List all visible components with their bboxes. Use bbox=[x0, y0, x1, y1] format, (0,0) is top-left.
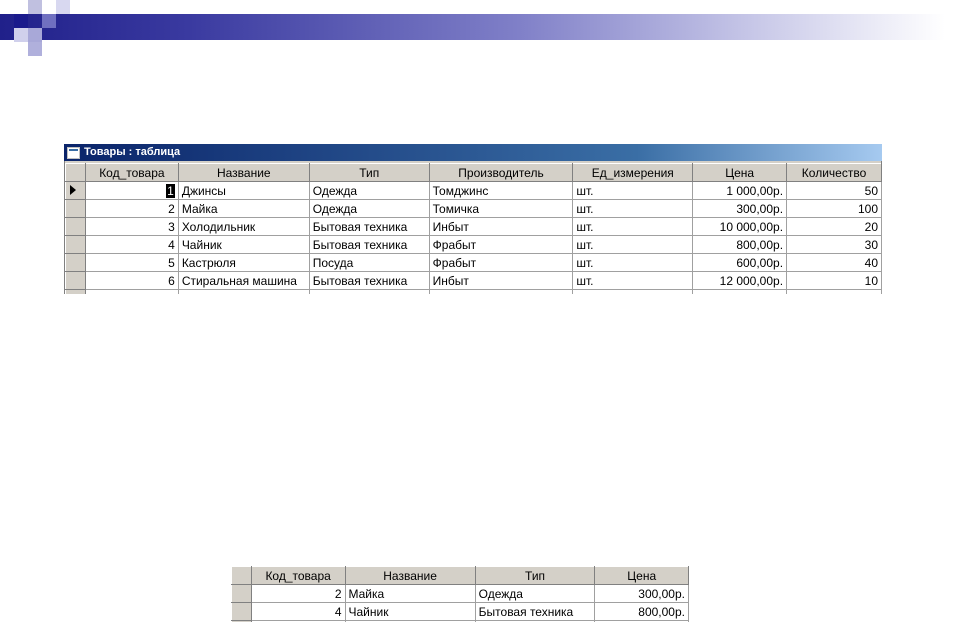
decor-square bbox=[28, 42, 42, 56]
column-header[interactable]: Название bbox=[178, 164, 309, 182]
cell[interactable]: Томджинс bbox=[429, 182, 573, 200]
cell[interactable] bbox=[85, 182, 178, 200]
column-header[interactable]: Название bbox=[345, 567, 475, 585]
query-result-grid bbox=[231, 566, 689, 622]
column-header[interactable]: Цена bbox=[693, 164, 787, 182]
cell[interactable]: 4 bbox=[85, 236, 178, 254]
table-window bbox=[64, 144, 882, 294]
cell[interactable]: 800,00р. bbox=[693, 236, 787, 254]
decor-square bbox=[42, 14, 56, 28]
row-selector[interactable] bbox=[66, 200, 86, 218]
column-header[interactable]: Цена bbox=[595, 567, 689, 585]
row-selector[interactable] bbox=[66, 290, 86, 295]
current-record-icon bbox=[70, 185, 76, 195]
cell[interactable]: шт. bbox=[573, 272, 693, 290]
window-title: Товары : таблица bbox=[84, 146, 181, 158]
cell[interactable] bbox=[573, 290, 693, 295]
cell[interactable]: 600,00р. bbox=[693, 254, 787, 272]
decor-square bbox=[14, 28, 28, 42]
table-row[interactable] bbox=[232, 603, 689, 621]
cell[interactable]: шт. bbox=[573, 218, 693, 236]
cell[interactable]: шт. bbox=[573, 200, 693, 218]
header-row bbox=[232, 567, 689, 585]
window-titlebar[interactable] bbox=[64, 144, 882, 161]
table-row[interactable] bbox=[66, 272, 882, 290]
cell[interactable]: Бытовая техника bbox=[309, 218, 429, 236]
cell[interactable]: Фрабыт bbox=[429, 236, 573, 254]
row-selector[interactable] bbox=[66, 254, 86, 272]
cell[interactable]: шт. bbox=[573, 254, 693, 272]
table-row[interactable] bbox=[232, 585, 689, 603]
table-row[interactable] bbox=[66, 218, 882, 236]
cell[interactable]: 300,00р. bbox=[693, 200, 787, 218]
cell[interactable]: Кастрюля bbox=[178, 254, 309, 272]
cell[interactable]: Фрабыт bbox=[429, 254, 573, 272]
cell[interactable] bbox=[693, 290, 787, 295]
cell-cursor: 1 bbox=[167, 183, 174, 198]
cell[interactable]: 6 bbox=[85, 272, 178, 290]
cell[interactable]: Посуда bbox=[309, 254, 429, 272]
cell[interactable]: Стиральная машина bbox=[178, 272, 309, 290]
row-selector[interactable] bbox=[66, 218, 86, 236]
cell[interactable]: Майка bbox=[345, 585, 475, 603]
column-header[interactable]: Тип bbox=[475, 567, 595, 585]
cell[interactable]: 40 bbox=[787, 254, 882, 272]
column-header[interactable]: Производитель bbox=[429, 164, 573, 182]
cell[interactable]: Инбыт bbox=[429, 218, 573, 236]
select-all-corner[interactable] bbox=[66, 164, 86, 182]
new-record-row[interactable] bbox=[66, 290, 882, 295]
cell[interactable]: 1 000,00р. bbox=[693, 182, 787, 200]
decor-square bbox=[28, 0, 42, 14]
query-result-table bbox=[231, 566, 689, 622]
cell[interactable] bbox=[178, 290, 309, 295]
cell[interactable] bbox=[85, 290, 178, 295]
column-header[interactable]: Ед_измерения bbox=[573, 164, 693, 182]
row-selector[interactable] bbox=[66, 182, 86, 200]
cell[interactable]: 300,00р. bbox=[595, 585, 689, 603]
cell[interactable]: Бытовая техника bbox=[309, 272, 429, 290]
cell[interactable]: Одежда bbox=[309, 182, 429, 200]
row-selector[interactable] bbox=[66, 236, 86, 254]
column-header[interactable]: Код_товара bbox=[251, 567, 345, 585]
cell[interactable] bbox=[787, 290, 882, 295]
table-row[interactable] bbox=[66, 182, 882, 200]
column-header[interactable]: Код_товара bbox=[85, 164, 178, 182]
cell[interactable]: Бытовая техника bbox=[309, 236, 429, 254]
cell[interactable]: Бытовая техника bbox=[475, 603, 595, 621]
cell[interactable]: Майка bbox=[178, 200, 309, 218]
cell[interactable]: Холодильник bbox=[178, 218, 309, 236]
cell[interactable]: шт. bbox=[573, 182, 693, 200]
row-selector[interactable] bbox=[66, 272, 86, 290]
cell[interactable]: 30 bbox=[787, 236, 882, 254]
table-icon bbox=[67, 147, 80, 159]
cell[interactable]: 100 bbox=[787, 200, 882, 218]
row-selector[interactable] bbox=[232, 603, 252, 621]
cell[interactable]: 5 bbox=[85, 254, 178, 272]
table-row[interactable] bbox=[66, 254, 882, 272]
cell[interactable] bbox=[429, 290, 573, 295]
cell[interactable]: 12 000,00р. bbox=[693, 272, 787, 290]
cell[interactable]: Инбыт bbox=[429, 272, 573, 290]
table-row[interactable] bbox=[66, 236, 882, 254]
cell[interactable]: 10 bbox=[787, 272, 882, 290]
row-selector[interactable] bbox=[232, 585, 252, 603]
cell[interactable]: Одежда bbox=[309, 200, 429, 218]
cell[interactable]: 2 bbox=[251, 585, 345, 603]
table-row[interactable] bbox=[66, 200, 882, 218]
select-all-corner[interactable] bbox=[232, 567, 252, 585]
cell[interactable]: Чайник bbox=[345, 603, 475, 621]
cell[interactable]: Одежда bbox=[475, 585, 595, 603]
column-header[interactable]: Количество bbox=[787, 164, 882, 182]
slide-banner bbox=[0, 14, 945, 40]
datasheet-grid bbox=[65, 163, 882, 294]
decor-square bbox=[56, 0, 70, 14]
cell[interactable]: Томичка bbox=[429, 200, 573, 218]
cell[interactable]: 20 bbox=[787, 218, 882, 236]
decor-square bbox=[14, 14, 28, 28]
header-row bbox=[66, 164, 882, 182]
cell[interactable]: шт. bbox=[573, 236, 693, 254]
cell[interactable] bbox=[309, 290, 429, 295]
column-header[interactable]: Тип bbox=[309, 164, 429, 182]
datasheet-table bbox=[65, 163, 882, 294]
cell[interactable]: 10 000,00р. bbox=[693, 218, 787, 236]
cell[interactable]: 800,00р. bbox=[595, 603, 689, 621]
cell[interactable]: Чайник bbox=[178, 236, 309, 254]
cell[interactable]: 4 bbox=[251, 603, 345, 621]
cell[interactable]: 2 bbox=[85, 200, 178, 218]
decor-square bbox=[28, 28, 42, 42]
cell[interactable]: 3 bbox=[85, 218, 178, 236]
cell[interactable]: 50 bbox=[787, 182, 882, 200]
cell[interactable]: Джинсы bbox=[178, 182, 309, 200]
